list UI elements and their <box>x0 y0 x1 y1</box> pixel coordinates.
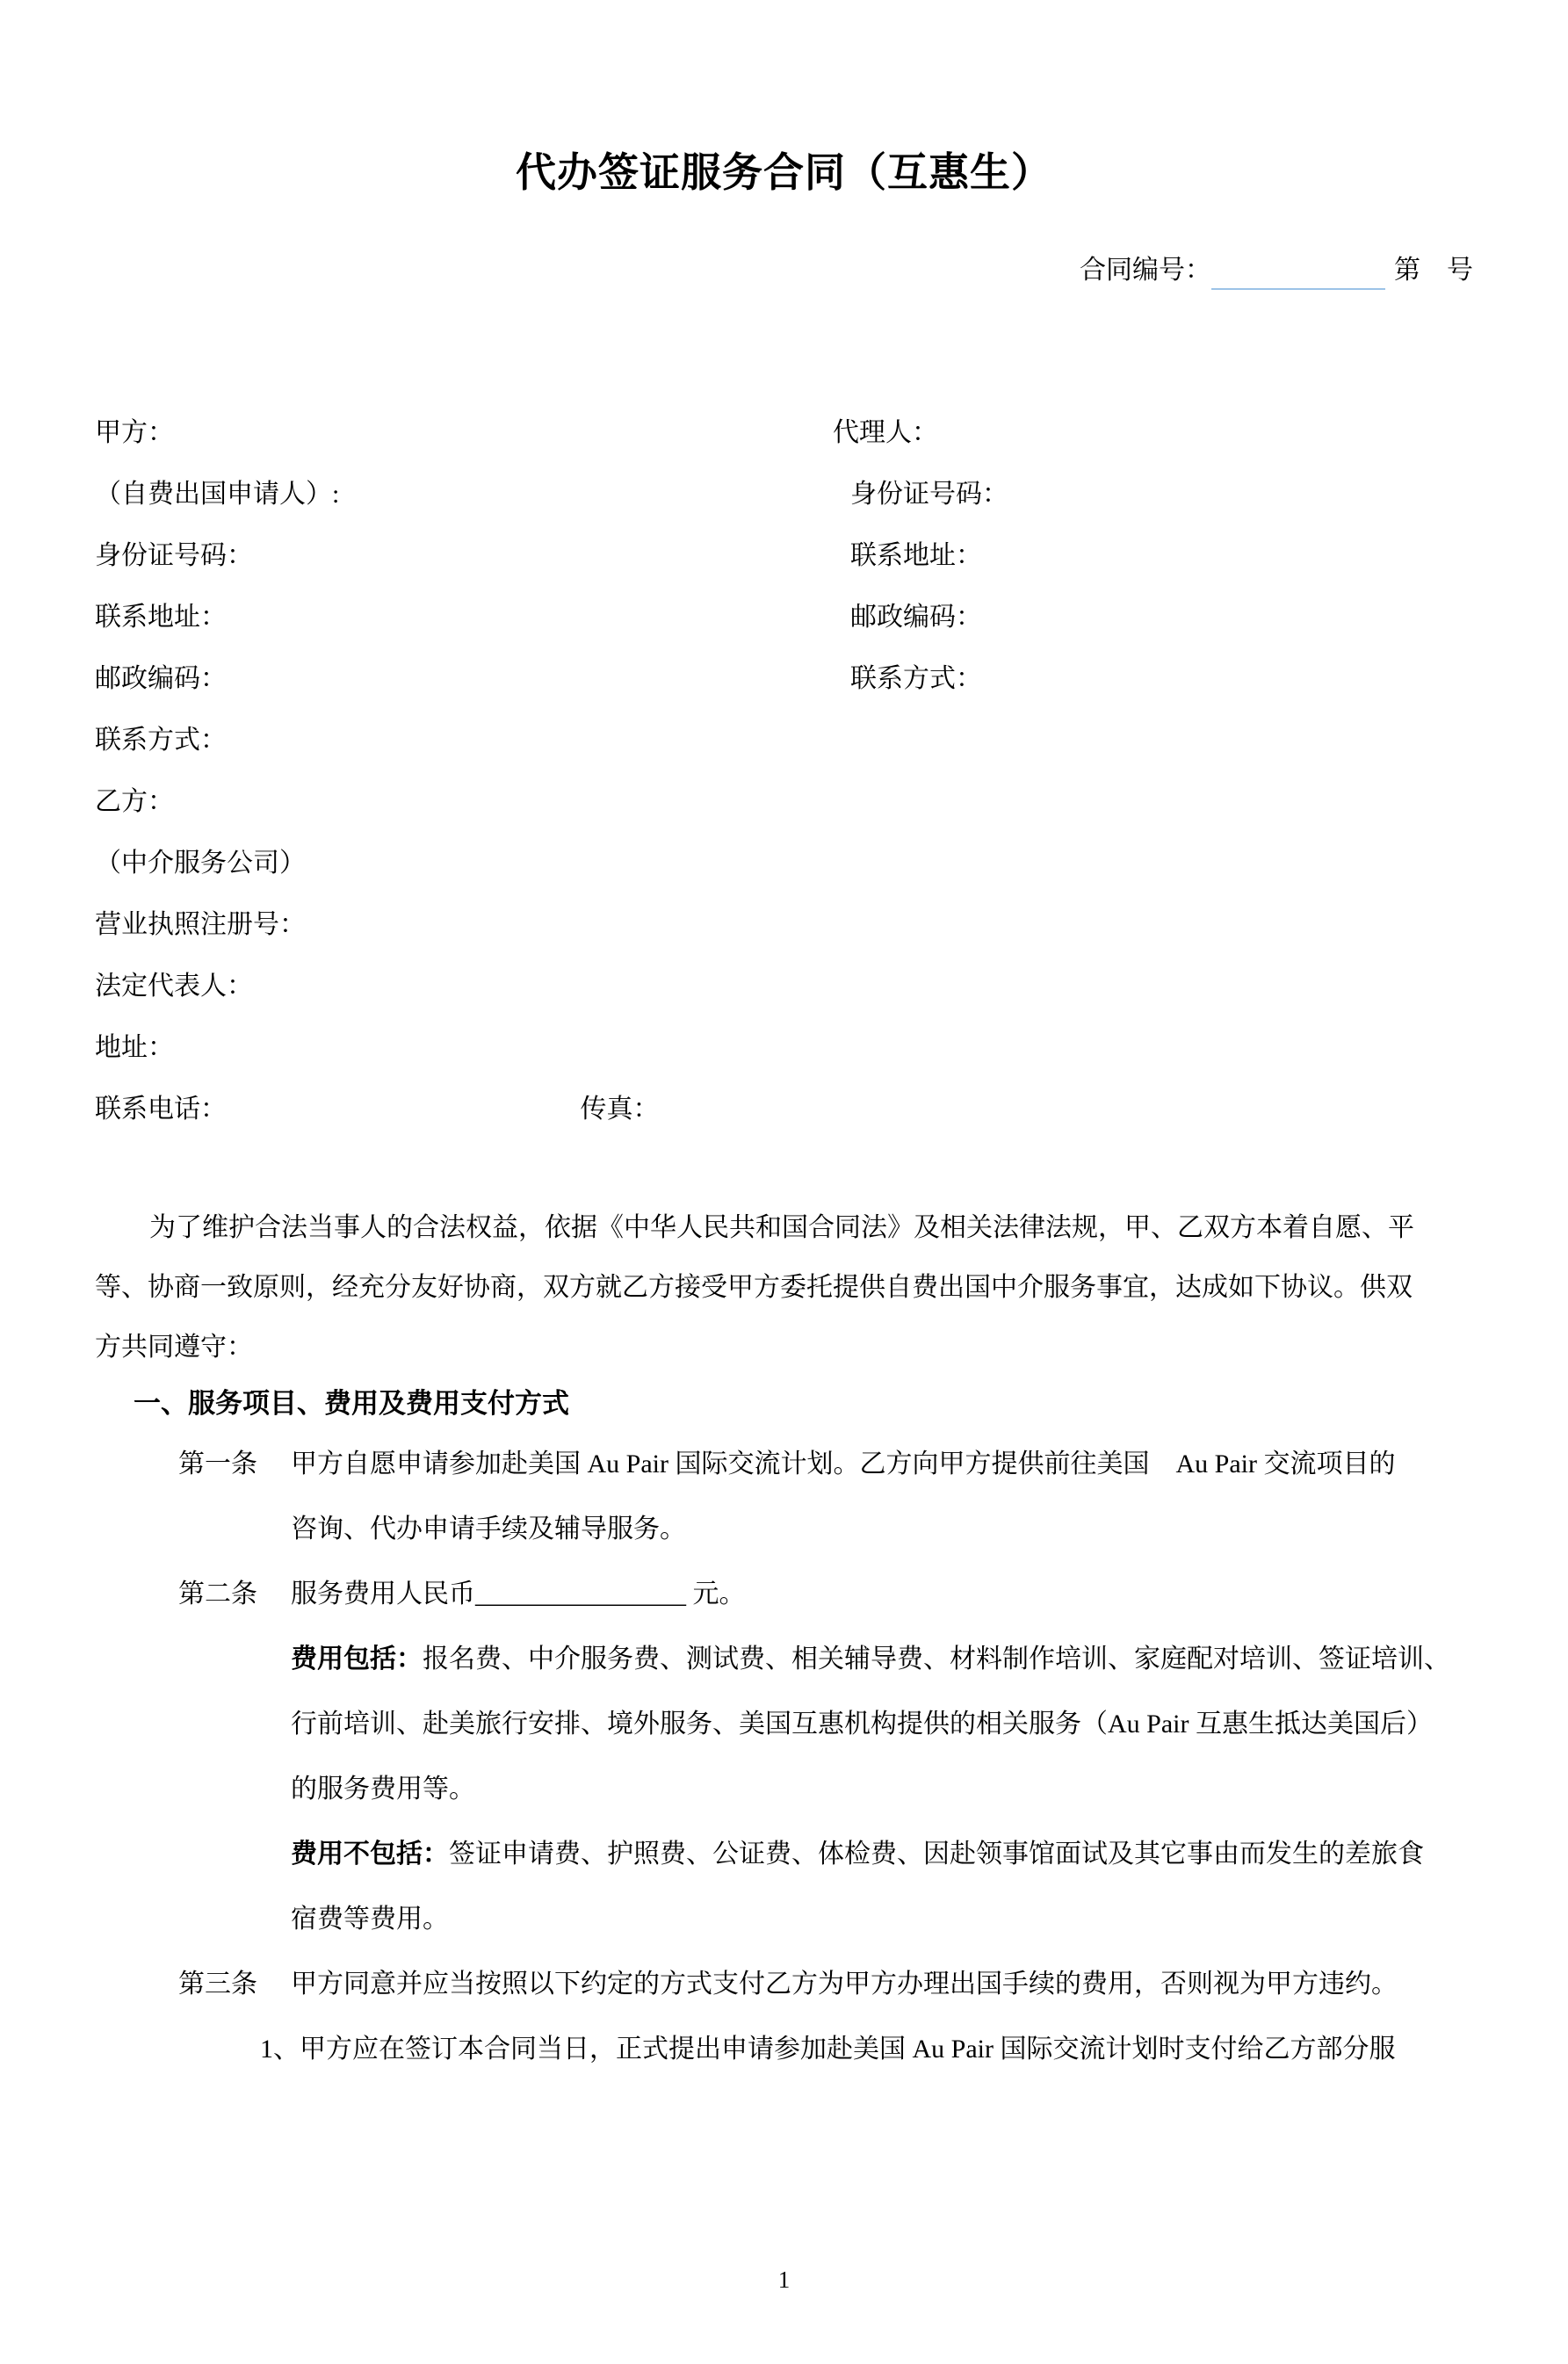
fee-include-label: 费用包括： <box>291 1644 423 1674</box>
article-1-line: 咨询、代办申请手续及辅导服务。 <box>291 1514 686 1543</box>
fee-include-block <box>291 1627 1473 1822</box>
contract-number-row <box>95 251 1473 290</box>
parties-block <box>95 402 1473 1140</box>
agent-address-label: 联系地址： <box>850 540 982 570</box>
party-b-legal-rep-label: 法定代表人： <box>95 971 253 1001</box>
article-3-text: 甲方同意并应当按照以下约定的方式支付乙方为甲方办理出国手续的费用，否则视为甲方违约。 <box>291 1969 1398 1999</box>
page-number: 1 <box>777 2266 791 2293</box>
agent-postcode-label: 邮政编码： <box>850 602 982 632</box>
section-1-heading: 一、服务项目、费用及费用支付方式 <box>134 1387 569 1419</box>
article-2 <box>95 1562 1473 1627</box>
contract-number-suffix: 第 号 <box>1394 255 1473 285</box>
preamble-line: 等、协商一致原则，经充分友好协商，双方就乙方接受甲方委托提供自费出国中介服务事宜，达成如下协议。供双 <box>95 1272 1413 1302</box>
agent-contact-label: 联系方式： <box>850 663 982 693</box>
article-1-text <box>291 1432 1473 1562</box>
party-b-label: 乙方： <box>95 786 174 816</box>
preamble <box>95 1198 1473 1377</box>
party-b-fax-label: 传真： <box>580 1094 660 1124</box>
article-2-fee-blank: ________________ <box>475 1579 686 1609</box>
agent-column <box>833 402 1473 1140</box>
fee-include-line: 的服务费用等。 <box>291 1774 475 1804</box>
article-3-clause-1: 1、甲方应在签订本合同当日，正式提出申请参加赴美国 Au Pair 国际交流计划时支付给乙方部分服 <box>260 2034 1396 2064</box>
preamble-line: 为了维护合法当事人的合法权益，依据《中华人民共和国合同法》及相关法律法规，甲、乙双方本着自愿、平 <box>149 1212 1414 1242</box>
party-b-address-label: 地址： <box>95 1032 174 1062</box>
party-a-column <box>95 402 833 1140</box>
article-3 <box>95 1952 1473 2017</box>
fee-exclude-line: 宿费等费用。 <box>291 1904 449 1934</box>
article-3-number: 第三条 <box>178 1969 257 1999</box>
fee-include-line: 行前培训、赴美旅行安排、境外服务、美国互惠机构提供的相关服务（Au Pair 互惠生抵达美国后） <box>291 1709 1433 1739</box>
party-a-address-label: 联系地址： <box>95 602 227 632</box>
article-1 <box>95 1432 1473 1562</box>
article-1-number: 第一条 <box>178 1449 257 1478</box>
party-b-subtitle: （中介服务公司） <box>95 848 306 878</box>
contract-page <box>0 148 1568 2082</box>
fee-exclude-label: 费用不包括： <box>291 1839 449 1869</box>
party-b-phone-label: 联系电话： <box>95 1094 227 1124</box>
fee-exclude-line <box>291 1822 1473 1887</box>
party-b-license-label: 营业执照注册号： <box>95 909 306 939</box>
article-2-pre: 服务费用人民币 <box>291 1579 475 1609</box>
fee-exclude-text: 签证申请费、护照费、公证费、体检费、因赴领事馆面试及其它事由而发生的差旅食 <box>449 1839 1424 1869</box>
article-1-line: 甲方自愿申请参加赴美国 Au Pair 国际交流计划。乙方向甲方提供前往美国 Au Pair 交流项目的 <box>291 1449 1396 1478</box>
fee-include-text: 报名费、中介服务费、测试费、相关辅导费、材料制作培训、家庭配对培训、签证培训、 <box>423 1644 1450 1674</box>
preamble-line: 方共同遵守： <box>95 1332 253 1362</box>
party-a-id-label: 身份证号码： <box>95 540 253 570</box>
party-a-contact-label: 联系方式： <box>95 725 227 755</box>
article-2-suffix: 元。 <box>686 1579 746 1609</box>
contract-number-blank <box>1211 257 1385 290</box>
article-2-text <box>291 1562 1473 1627</box>
document-title: 代办签证服务合同（互惠生） <box>516 150 1052 195</box>
fee-exclude-block <box>291 1822 1473 1952</box>
party-a-postcode-label: 邮政编码： <box>95 663 227 693</box>
party-b-phone-row <box>95 1079 833 1140</box>
agent-label: 代理人： <box>833 417 938 447</box>
party-a-subtitle: （自费出国申请人）: <box>95 479 340 509</box>
contract-number-label: 合同编号： <box>1080 255 1211 285</box>
party-a-label: 甲方： <box>95 417 174 447</box>
section-1-body <box>95 1432 1473 2082</box>
fee-include-line <box>291 1627 1473 1692</box>
article-2-number: 第二条 <box>178 1579 257 1609</box>
agent-id-label: 身份证号码： <box>850 479 1008 509</box>
